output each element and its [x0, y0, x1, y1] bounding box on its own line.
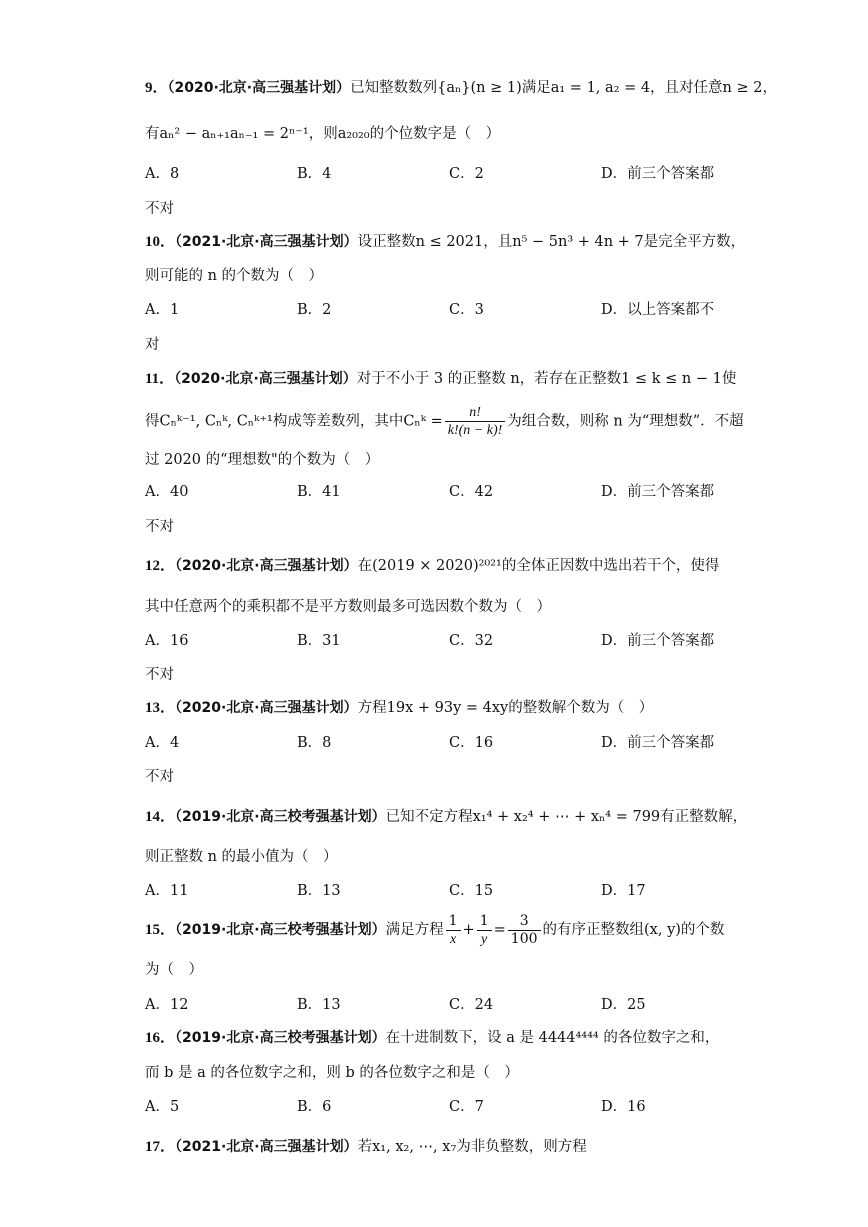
- question-12-line-1: [145, 556, 719, 576]
- question-source: （2021·北京·高三强基计划）: [175, 1139, 358, 1155]
- fraction-one-over-x: [446, 913, 461, 948]
- equals-sign: =: [493, 922, 506, 938]
- question-source: （2019·北京·高三校考强基计划）: [175, 1030, 386, 1046]
- question-text: 已知整数数列{aₙ}(n ≥ 1)满足a₁ = 1, a₂ = 4，且对任意n ≥ 2，: [350, 80, 777, 96]
- option-b: B．4: [297, 166, 332, 182]
- option-d: D．前三个答案都: [601, 484, 715, 500]
- question-text: 已知不定方程x₁⁴ + x₂⁴ + ⋯ + xₙ⁴ = 799有正整数解，: [385, 809, 748, 825]
- option-c: C．2: [449, 166, 484, 182]
- fraction-denominator: k!(n − k)!: [447, 423, 503, 438]
- plus-sign: +: [462, 922, 475, 938]
- question-11-line-3: 过 2020 的“理想数"的个数为（ ）: [145, 452, 380, 468]
- option-d: D．17: [601, 883, 646, 899]
- question-text: 在(2019 × 2020)²⁰²¹的全体正因数中选出若干个，使得: [357, 558, 720, 574]
- question-11-line-2: [145, 404, 744, 439]
- question-text: 若x₁, x₂, ⋯, x₇为非负整数，则方程: [357, 1139, 587, 1155]
- question-source: （2020·北京·高三强基计划）: [175, 558, 358, 574]
- question-text: 满足方程: [385, 922, 444, 938]
- question-source: （2020·北京·高三强基计划）: [167, 80, 351, 96]
- option-d: D．16: [601, 1099, 646, 1115]
- option-d: D．以上答案都不: [601, 302, 715, 318]
- question-source: （2019·北京·高三校考强基计划）: [175, 809, 386, 825]
- question-13-line-1: [145, 698, 653, 718]
- question-text: 对于不小于 3 的正整数 n，若存在正整数1 ≤ k ≤ n − 1使: [356, 371, 737, 387]
- question-14-line-2: 则正整数 n 的最小值为（ ）: [145, 849, 338, 865]
- question-9-line-1: [145, 78, 777, 98]
- option-d: D．前三个答案都: [601, 166, 715, 182]
- question-12-line-2: 其中任意两个的乘积都不是平方数则最多可选因数个数为（ ）: [145, 599, 551, 615]
- question-10-line-2: 则可能的 n 的个数为（ ）: [145, 268, 324, 284]
- question-text: 设正整数n ≤ 2021，且n⁵ − 5n³ + 4n + 7是完全平方数，: [357, 234, 746, 250]
- question-source: （2021·北京·高三强基计划）: [175, 234, 358, 250]
- option-b: B．31: [297, 633, 341, 649]
- option-b: B．13: [297, 883, 341, 899]
- question-10-line-1: [145, 232, 745, 252]
- question-16-line-2: 而 b 是 a 的各位数字之和，则 b 的各位数字之和是（ ）: [145, 1065, 519, 1081]
- question-15-line-2: 为（ ）: [145, 962, 203, 978]
- option-b: B．13: [297, 997, 341, 1013]
- option-a: A．40: [145, 484, 189, 500]
- fraction-denominator: y: [481, 931, 488, 947]
- option-d: D．前三个答案都: [601, 633, 715, 649]
- option-d: D．25: [601, 997, 646, 1013]
- option-a: A．1: [145, 302, 180, 318]
- option-b: B．2: [297, 302, 332, 318]
- question-number: 14．: [145, 809, 176, 825]
- option-c: C．7: [449, 1099, 484, 1115]
- fraction-denominator: 100: [510, 930, 538, 947]
- option-d-continuation: 不对: [145, 769, 174, 785]
- option-b: B．8: [297, 735, 332, 751]
- fraction-numerator: 3: [508, 913, 541, 931]
- question-number: 15．: [145, 922, 176, 938]
- question-number: 17．: [145, 1139, 176, 1155]
- option-d-continuation: 不对: [145, 519, 174, 535]
- question-number: 12．: [145, 558, 176, 574]
- question-number: 9．: [145, 80, 168, 96]
- option-a: A．4: [145, 735, 180, 751]
- question-text: 方程19x + 93y = 4xy的整数解个数为（ ）: [357, 700, 654, 716]
- fraction-one-over-y: [477, 913, 492, 948]
- question-source: （2020·北京·高三强基计划）: [175, 700, 358, 716]
- fraction-numerator: n!: [445, 404, 506, 422]
- question-text: 的有序正整数组(x, y)的个数: [542, 922, 725, 938]
- option-c: C．32: [449, 633, 494, 649]
- question-source: （2020·北京·高三强基计划）: [174, 371, 357, 387]
- question-15-line-1: [145, 912, 724, 948]
- option-d-continuation: 对: [145, 337, 160, 353]
- question-17-line-1: [145, 1137, 587, 1157]
- fraction-numerator: 1: [477, 913, 492, 931]
- option-d-continuation: 不对: [145, 667, 174, 683]
- option-c: C．15: [449, 883, 494, 899]
- question-text: 在十进制数下，设 a 是 4444⁴⁴⁴⁴ 的各位数字之和，: [385, 1030, 720, 1046]
- question-11-line-1: [145, 369, 736, 389]
- question-number: 16．: [145, 1030, 176, 1046]
- option-d-continuation: 不对: [145, 201, 174, 217]
- question-14-line-1: [145, 807, 747, 827]
- question-number: 11．: [145, 371, 175, 387]
- question-16-line-1: [145, 1028, 719, 1048]
- option-b: B．6: [297, 1099, 332, 1115]
- option-c: C．42: [449, 484, 494, 500]
- question-9-line-2: 有aₙ² − aₙ₊₁aₙ₋₁ = 2ⁿ⁻¹，则a₂₀₂₀的个位数字是（ ）: [145, 126, 501, 142]
- question-text: 为组合数，则称 n 为“理想数”．不超: [507, 413, 744, 430]
- question-source: （2019·北京·高三校考强基计划）: [175, 922, 386, 938]
- fraction-three-over-hundred: [508, 913, 541, 948]
- option-a: A．11: [145, 883, 189, 899]
- fraction-numerator: 1: [446, 913, 461, 931]
- option-c: C．3: [449, 302, 484, 318]
- question-text: 得Cₙᵏ⁻¹, Cₙᵏ, Cₙᵏ⁺¹构成等差数列，其中Cₙᵏ =: [145, 413, 443, 430]
- option-c: C．16: [449, 735, 494, 751]
- question-number: 13．: [145, 700, 176, 716]
- option-a: A．12: [145, 997, 189, 1013]
- option-d: D．前三个答案都: [601, 735, 715, 751]
- combination-fraction: [445, 404, 506, 439]
- option-c: C．24: [449, 997, 494, 1013]
- option-a: A．5: [145, 1099, 180, 1115]
- option-b: B．41: [297, 484, 341, 500]
- question-number: 10．: [145, 234, 176, 250]
- fraction-denominator: x: [449, 931, 457, 947]
- option-a: A．16: [145, 633, 189, 649]
- option-a: A．8: [145, 166, 180, 182]
